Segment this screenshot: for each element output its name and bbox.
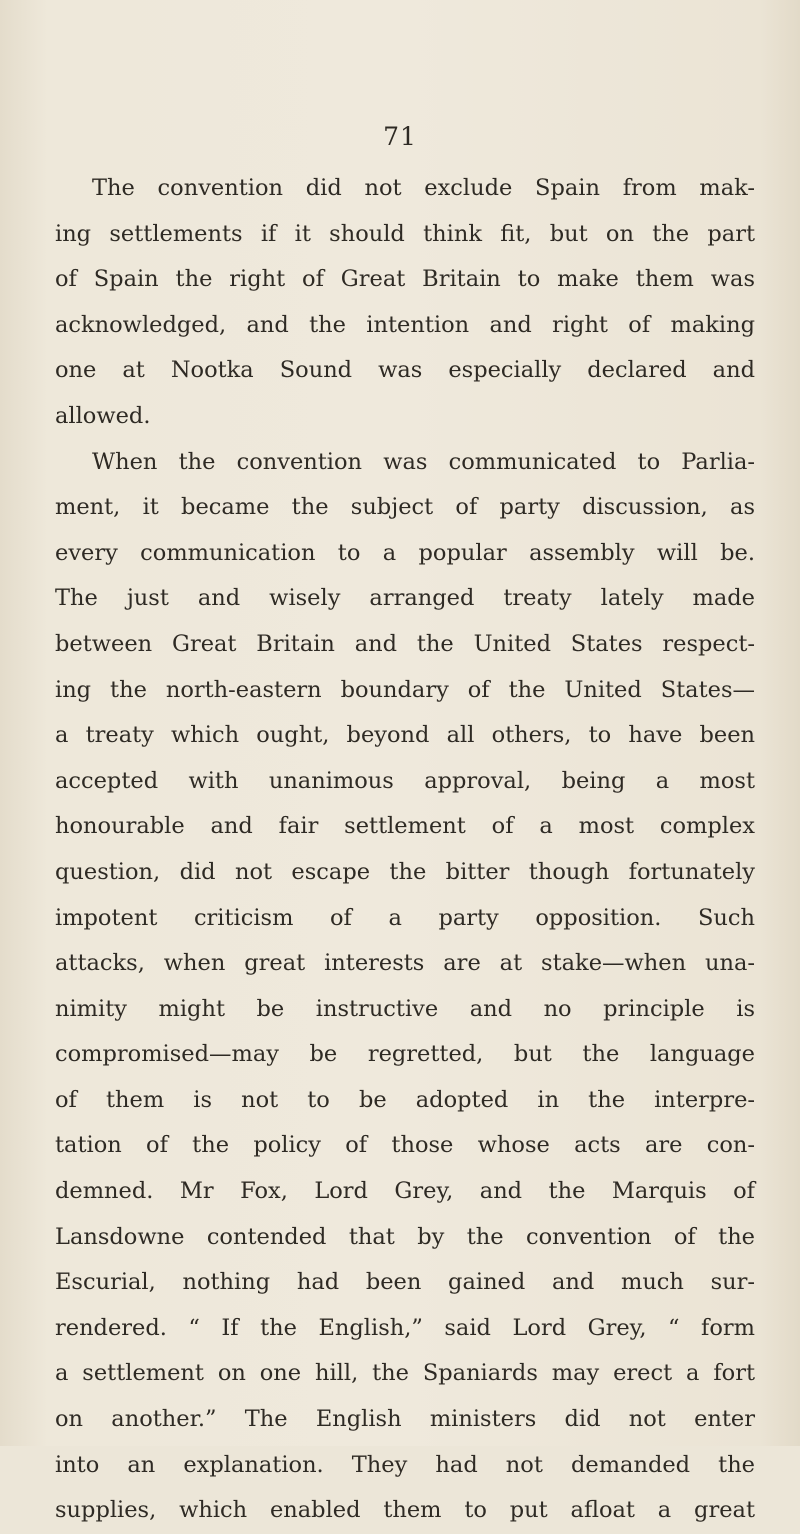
text-line: one at Nootka Sound was especially declared and <box>55 357 755 384</box>
text-line: rendered. “ If the English,” said Lord Grey, “ form <box>55 1314 755 1341</box>
text-line: acknowledged, and the intention and right of making <box>55 311 755 338</box>
text-line: ing the north-eastern boundary of the United States— <box>55 676 755 703</box>
text-line: demned. Mr Fox, Lord Grey, and the Marquis of <box>55 1178 755 1205</box>
text-line: ing settlements if it should think fit, but on the part <box>55 220 755 247</box>
text-line: into an explanation. They had not demanded the <box>55 1451 755 1478</box>
body-text <box>55 166 755 1534</box>
text-line: allowed. <box>55 402 151 429</box>
text-line: When the convention was communicated to Parlia- <box>92 448 755 475</box>
text-line: The just and wisely arranged treaty lately made <box>55 585 755 612</box>
text-line: honourable and fair settlement of a most complex <box>55 813 755 840</box>
text-line: between Great Britain and the United States respect- <box>55 630 755 657</box>
text-line: Lansdowne contended that by the convention of the <box>55 1223 755 1250</box>
text-line: The convention did not exclude Spain from mak- <box>92 175 755 201</box>
text-line: on another.” The English ministers did not enter <box>55 1406 755 1433</box>
text-line: supplies, which enabled them to put afloat a great <box>55 1497 755 1524</box>
text-line: compromised—may be regretted, but the language <box>55 1041 755 1068</box>
text-line: accepted with unanimous approval, being a most <box>55 767 755 794</box>
text-line: tation of the policy of those whose acts are con- <box>55 1132 755 1159</box>
text-line: nimity might be instructive and no principle is <box>55 995 755 1022</box>
page-number: 71 <box>383 122 417 151</box>
text-line: every communication to a popular assembly will be. <box>55 539 755 566</box>
text-line: ment, it became the subject of party discussion, as <box>55 494 755 521</box>
text-line: Escurial, nothing had been gained and much sur- <box>55 1269 755 1296</box>
text-line: of Spain the right of Great Britain to make them was <box>55 266 755 293</box>
text-line: of them is not to be adopted in the interpre- <box>55 1086 755 1113</box>
text-line: question, did not escape the bitter though fortunately <box>55 858 755 885</box>
text-line: a settlement on one hill, the Spaniards may erect a fort <box>55 1360 755 1387</box>
text-line: attacks, when great interests are at stake—when una- <box>55 950 755 977</box>
text-line: impotent criticism of a party opposition. Such <box>55 904 755 931</box>
text-line: a treaty which ought, beyond all others, to have been <box>55 722 755 749</box>
